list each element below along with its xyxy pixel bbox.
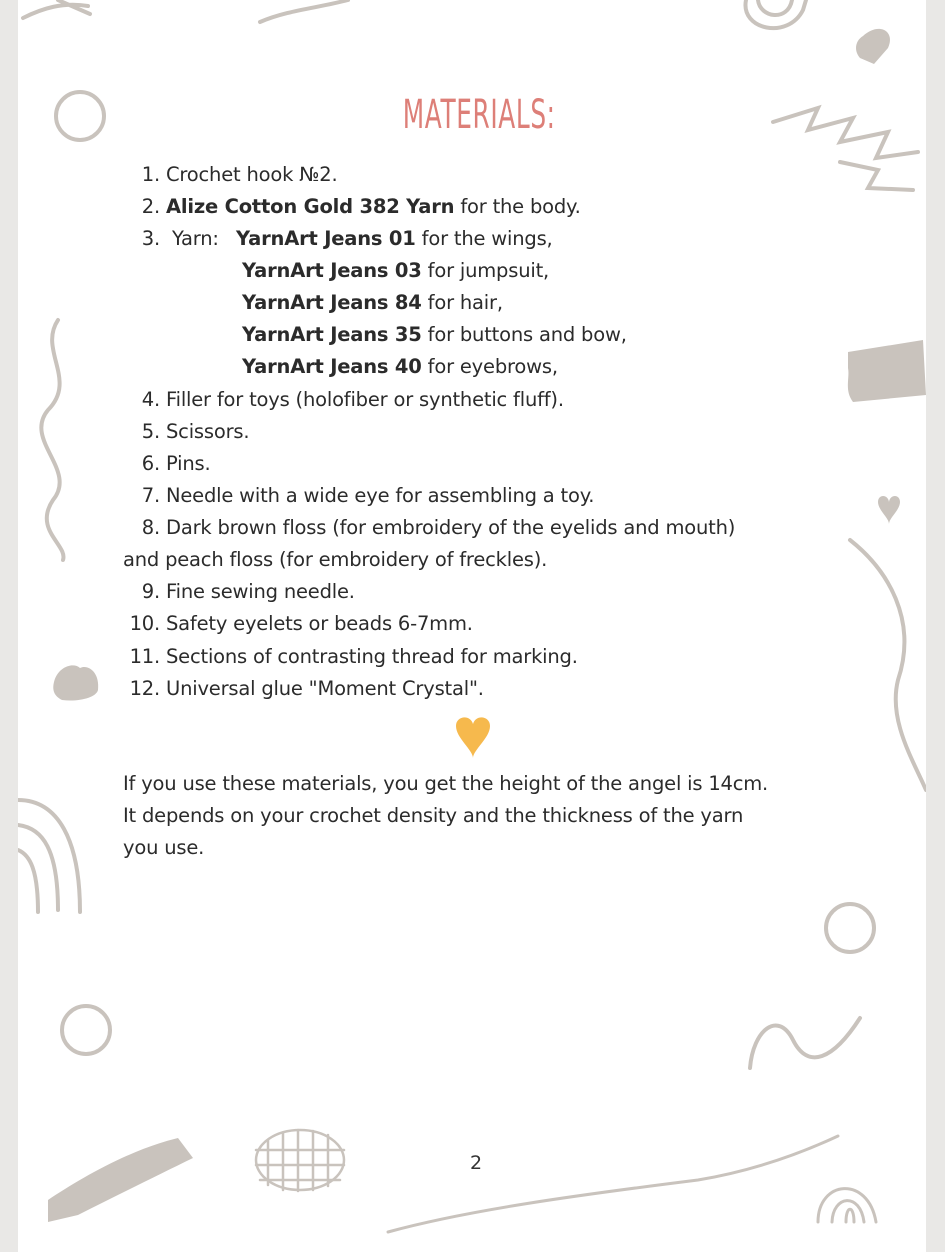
item-number: 5.: [141, 420, 160, 443]
item-text: for hair,: [421, 291, 503, 314]
paint-stroke-bottom-left: [48, 1138, 193, 1222]
heart-icon: [456, 717, 490, 758]
item-text: for the body.: [454, 195, 581, 218]
list-subitem: [242, 355, 558, 379]
item-number: 6.: [141, 452, 160, 475]
list-subitem: [242, 259, 549, 283]
item-text: Dark brown floss (for embroidery of the eyelids and mouth): [166, 516, 736, 539]
item-bold-text: Alize Cotton Gold 382 Yarn: [166, 195, 455, 218]
rainbow-left: [18, 800, 80, 912]
heart-left: [53, 665, 98, 700]
paint-stroke-right: [848, 340, 926, 402]
top-left-scribble: [23, 0, 90, 18]
item-text: Filler for toys (holofiber or synthetic fluff).: [166, 388, 564, 411]
item-bold-text: YarnArt Jeans 35: [242, 323, 422, 346]
circle-top-left: [56, 92, 104, 140]
item-number: 2.: [141, 195, 160, 218]
page-title: MATERIALS:: [402, 92, 556, 138]
top-center-stroke: [260, 0, 348, 22]
item-number: 3.: [141, 227, 160, 250]
list-subitem: [242, 291, 503, 315]
item-number: 12.: [129, 677, 160, 700]
item-text: Scissors.: [166, 420, 250, 443]
item-bold-text: YarnArt Jeans 84: [242, 291, 422, 314]
item-number: 4.: [141, 388, 160, 411]
bottom-line: [388, 1136, 838, 1232]
item-bold-text: YarnArt Jeans 01: [236, 227, 416, 250]
top-loop: [745, 0, 806, 28]
item-bold-text: YarnArt Jeans 40: [242, 355, 422, 378]
item-text: for eyebrows,: [421, 355, 558, 378]
item-text: for the wings,: [415, 227, 553, 250]
item-number: 10.: [129, 612, 160, 635]
circle-right: [826, 904, 874, 952]
item-text: Needle with a wide eye for assembling a toy.: [166, 484, 595, 507]
note-line: If you use these materials, you get the height of the angel is 14cm.: [123, 772, 769, 795]
page-number: 2: [469, 1152, 483, 1174]
wave-right: [750, 1018, 860, 1068]
heart-right: [878, 496, 900, 524]
heart-top-right: [856, 29, 890, 64]
item-number: 8.: [141, 516, 160, 539]
item-number: 1.: [141, 163, 160, 186]
crosshatch-oval: [256, 1130, 344, 1191]
item-text: Pins.: [166, 452, 211, 475]
curve-right: [850, 540, 926, 790]
item-text: for jumpsuit,: [421, 259, 550, 282]
item-number: 7.: [141, 484, 160, 507]
circle-left: [62, 1006, 110, 1054]
item-text: Fine sewing needle.: [166, 580, 355, 603]
item-bold-text: YarnArt Jeans 03: [242, 259, 422, 282]
item-number: 9.: [141, 580, 160, 603]
squiggle-left: [41, 320, 63, 560]
zigzag-right: [773, 108, 918, 190]
item-number: 11.: [129, 645, 160, 668]
rainbow-right: [818, 1189, 876, 1222]
document-page: [18, 0, 926, 1252]
list-item-continuation: and peach floss (for embroidery of freckles).: [123, 548, 548, 571]
item-text: Safety eyelets or beads 6-7mm.: [166, 612, 473, 635]
item-text: Sections of contrasting thread for marking.: [166, 645, 578, 668]
note-line: It depends on your crochet density and the thickness of the yarn: [123, 804, 744, 827]
list-subitem: [242, 323, 627, 347]
item-text: for buttons and bow,: [421, 323, 627, 346]
item-text: Crochet hook №2.: [166, 163, 338, 186]
note-line: you use.: [123, 836, 205, 859]
item-text: Universal glue "Moment Crystal".: [166, 677, 484, 700]
item-label: Yarn:: [172, 227, 219, 250]
